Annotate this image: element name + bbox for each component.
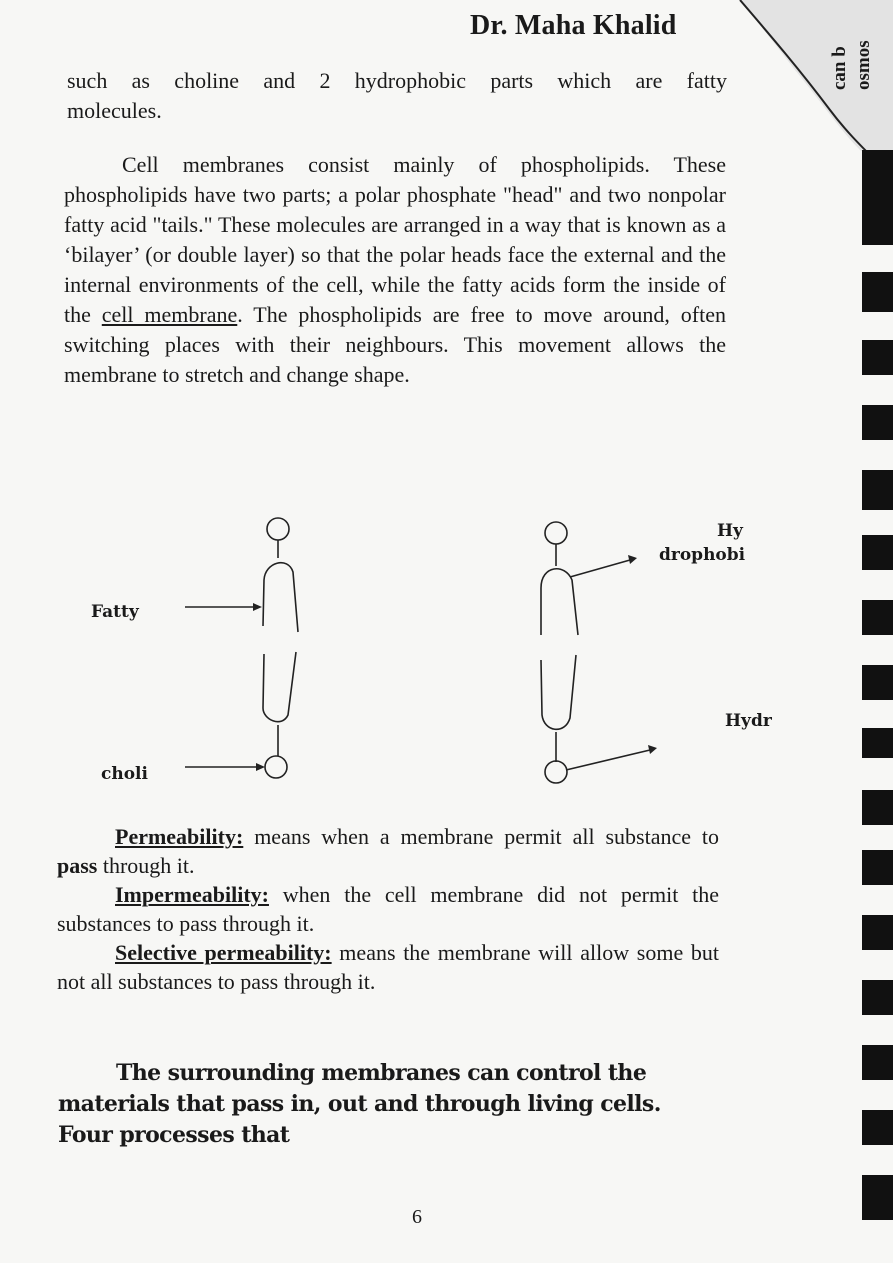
paragraph-cell-membranes-text: Cell membranes consist mainly of phospholipids. These phospholipids have two parts; a polar phosphate "head" and two nonpolar fatty acid "tails." These molecules are arranged in a way that is known as a ‘bilayer’ (or double layer) so that the polar heads face the external and the internal environments of the cell, while the fatty acids form the inside of the — [64, 152, 726, 327]
paragraph-cell-membranes — [64, 150, 726, 390]
margin-note-line2: osmos — [853, 40, 874, 90]
definition-impermeability — [57, 880, 719, 938]
label-hydrophilic: Hydr — [725, 711, 772, 731]
permeability-definitions — [57, 822, 719, 996]
right-head-top — [545, 522, 567, 544]
paragraph-cell-membranes-tail: . The phospholipids are free to move around, often switching places with their neighbours. This movement allows the membrane to stretch and change shape. — [64, 302, 726, 387]
right-tail-bottom — [541, 655, 576, 729]
arrow-hydrophobic-head — [628, 555, 637, 564]
paragraph-intro-line2: molecules. — [67, 98, 162, 123]
definition-selective-permeability-text: means the membrane will allow some but not all substances to pass through it. — [57, 940, 720, 994]
term-selective-permeability: Selective permeability: — [115, 940, 332, 965]
cell-membrane-term: cell membrane — [101, 302, 238, 327]
definition-permeability — [57, 822, 719, 880]
definition-permeability-bold: pass — [57, 853, 98, 878]
left-tail-top — [263, 563, 298, 632]
margin-note — [828, 0, 888, 90]
closing-paragraph — [58, 1058, 718, 1151]
label-hydrophobic-line1: Hy — [717, 521, 743, 541]
definition-permeability-text: means when a membrane permit all substance to — [243, 824, 719, 849]
left-tail-bottom — [263, 652, 296, 722]
definition-impermeability-text: when the cell membrane did not permit the substances to pass through it. — [57, 882, 719, 936]
phospholipid-diagram — [0, 470, 893, 830]
author-header: Dr. Maha Khalid — [470, 10, 677, 41]
right-head-bottom — [545, 761, 567, 783]
label-fatty: Fatty — [91, 602, 139, 622]
label-hydrophobic-line2: drophobi — [659, 545, 746, 565]
arrow-choline-head — [256, 763, 265, 771]
closing-paragraph-text: The surrounding membranes can control the materials that pass in, out and through living cells. Four processes that — [58, 1060, 661, 1148]
paragraph-intro — [67, 66, 727, 126]
left-head-top — [267, 518, 289, 540]
paragraph-intro-line1: such as choline and 2 hydrophobic parts which are fatty — [67, 68, 727, 93]
definition-selective-permeability — [57, 938, 719, 996]
page-number: 6 — [412, 1206, 422, 1228]
term-permeability: Permeability: — [115, 824, 244, 849]
arrow-fatty-head — [253, 603, 262, 611]
term-impermeability: Impermeability: — [115, 882, 269, 907]
definition-permeability-tail: through it. — [97, 853, 195, 878]
margin-note-line1: can b — [829, 46, 850, 90]
arrow-hydrophilic-head — [648, 745, 657, 754]
right-tail-top — [541, 569, 578, 635]
left-head-bottom — [265, 756, 287, 778]
label-choline: choli — [101, 764, 148, 784]
